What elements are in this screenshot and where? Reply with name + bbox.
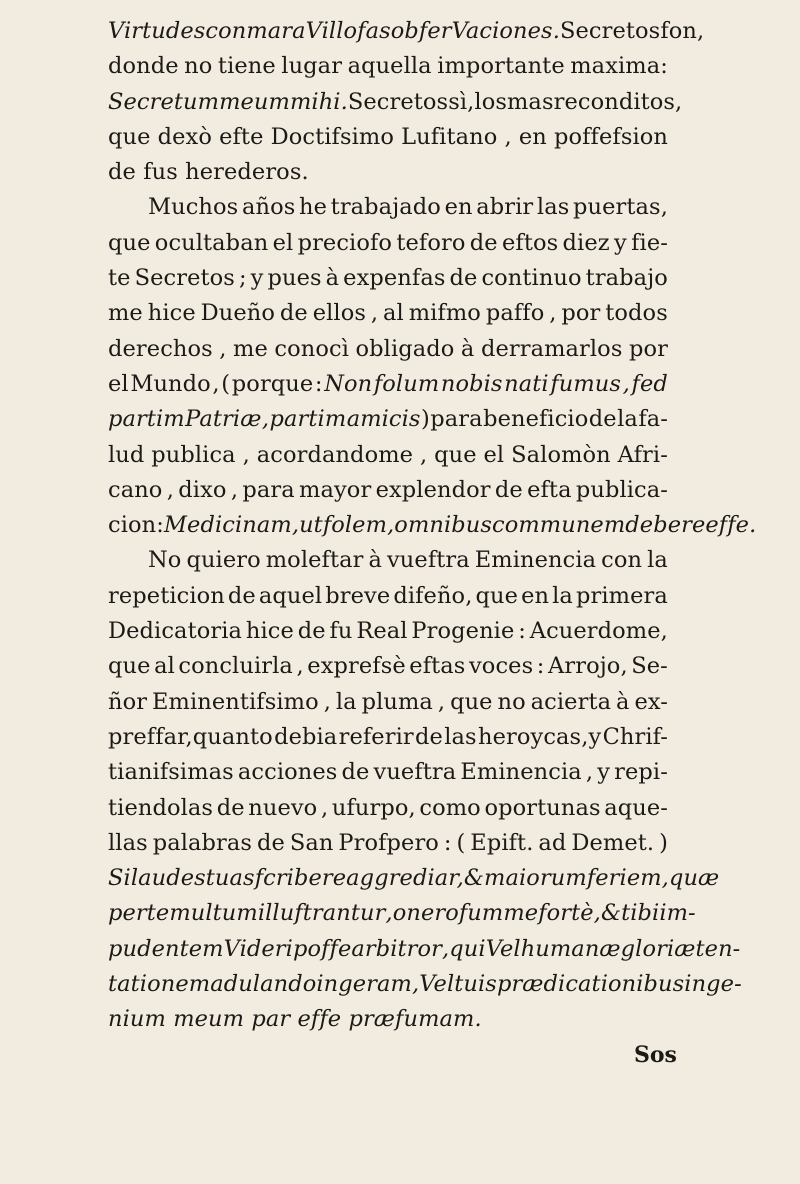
word: al bbox=[154, 653, 175, 680]
word: efta bbox=[527, 476, 572, 503]
word: me bbox=[233, 335, 268, 362]
word: Afri- bbox=[617, 441, 668, 468]
italic-word bbox=[166, 1002, 173, 1037]
word: aque- bbox=[604, 794, 668, 821]
word: Secretos bbox=[134, 265, 235, 292]
word: à bbox=[460, 335, 475, 362]
word: en bbox=[521, 582, 550, 609]
italic-word: maraVillofas bbox=[246, 18, 391, 44]
word: y bbox=[597, 759, 611, 786]
word: continuo bbox=[481, 265, 582, 292]
word: y bbox=[250, 265, 264, 292]
italic-word: omnibus bbox=[394, 512, 493, 539]
italic-word: fortè, bbox=[538, 900, 601, 927]
word: beneficio bbox=[483, 406, 589, 433]
word: acierta bbox=[530, 688, 612, 715]
word: el bbox=[483, 441, 505, 468]
italic-word: debere bbox=[625, 512, 706, 539]
word: à bbox=[325, 265, 340, 292]
italic-word: illuftrantur bbox=[257, 900, 386, 927]
word: vueftra bbox=[387, 547, 470, 574]
text-line bbox=[108, 685, 668, 720]
italic-word: nium bbox=[108, 1006, 166, 1033]
italic-word: ten- bbox=[695, 935, 741, 962]
word: reconditos, bbox=[553, 88, 683, 115]
word: Dedicatoria bbox=[108, 618, 243, 645]
word: de bbox=[227, 582, 256, 609]
word: cano bbox=[108, 476, 163, 503]
word: quiero bbox=[186, 547, 261, 574]
word: difeño, bbox=[393, 582, 473, 609]
italic-word: amicis bbox=[346, 406, 421, 433]
word: abrir bbox=[476, 194, 534, 221]
text-line bbox=[108, 614, 668, 649]
italic-word bbox=[341, 1002, 348, 1037]
word: obligado bbox=[355, 335, 455, 362]
word: , bbox=[242, 441, 250, 468]
word: por bbox=[561, 300, 601, 327]
word: de bbox=[588, 406, 617, 433]
word: Muchos bbox=[148, 194, 239, 221]
italic-word bbox=[244, 1002, 251, 1037]
word: ) bbox=[420, 406, 430, 433]
word: à bbox=[616, 688, 630, 715]
italic-word: folem, bbox=[322, 512, 395, 539]
word: poffefsion bbox=[553, 123, 668, 150]
word: breve bbox=[325, 582, 391, 609]
text-line bbox=[108, 932, 741, 967]
word: mayor bbox=[299, 476, 372, 503]
word: no bbox=[497, 688, 526, 715]
word: tiendolas bbox=[108, 794, 214, 821]
word: , bbox=[370, 300, 379, 327]
word: aquel bbox=[258, 582, 323, 609]
text-line bbox=[108, 720, 668, 755]
word: de bbox=[256, 829, 285, 856]
italic-word: laudes bbox=[130, 865, 206, 892]
word: de bbox=[494, 476, 523, 503]
text-line bbox=[108, 791, 668, 826]
word: lugar bbox=[281, 53, 343, 80]
word: ( bbox=[221, 370, 231, 397]
word: Eminencia bbox=[460, 759, 582, 786]
word: Profpero bbox=[338, 829, 439, 856]
word: de bbox=[469, 229, 498, 256]
word: paffo bbox=[485, 300, 545, 327]
italic-word: effe bbox=[297, 1006, 342, 1033]
italic-word: fcribere bbox=[254, 865, 347, 892]
word: para bbox=[430, 406, 483, 433]
italic-word: prædicationibus bbox=[496, 971, 685, 998]
word: en bbox=[518, 123, 547, 150]
word: eftas bbox=[409, 653, 466, 680]
word: que bbox=[108, 653, 151, 680]
word: Real bbox=[356, 618, 408, 645]
word: : bbox=[314, 370, 323, 397]
italic-word: feriem, bbox=[586, 865, 669, 892]
word: trabajo bbox=[585, 265, 668, 292]
text-line bbox=[108, 649, 668, 684]
word: de bbox=[415, 723, 443, 750]
word: sì bbox=[448, 88, 468, 115]
italic-word: Secretum bbox=[108, 88, 220, 115]
word: pluma bbox=[361, 688, 433, 715]
italic-word: Si bbox=[108, 865, 131, 892]
word: he bbox=[299, 194, 328, 221]
word: cion: bbox=[108, 512, 164, 539]
italic-word: communem bbox=[492, 512, 626, 539]
word: preffar,quanto bbox=[108, 723, 273, 750]
text-line bbox=[108, 579, 668, 614]
word: Secretos bbox=[347, 88, 449, 115]
text-line bbox=[108, 402, 668, 437]
word: San bbox=[289, 829, 334, 856]
word: puertas, bbox=[573, 194, 668, 221]
italic-word: Videri bbox=[223, 935, 293, 962]
italic-word: fed bbox=[631, 370, 668, 397]
italic-word: con bbox=[205, 18, 247, 44]
word: me bbox=[108, 300, 143, 327]
italic-word: præfumam. bbox=[348, 1006, 482, 1033]
italic-word: mihi. bbox=[289, 88, 348, 115]
word: de bbox=[341, 759, 370, 786]
text-line bbox=[108, 14, 705, 49]
word: ; bbox=[238, 265, 247, 292]
word: oportunas bbox=[484, 794, 601, 821]
text-line bbox=[108, 261, 668, 296]
word: importante bbox=[437, 53, 565, 80]
italic-word: maiorum bbox=[484, 865, 587, 892]
word: ufurpo, bbox=[331, 794, 416, 821]
text-line bbox=[108, 367, 668, 402]
italic-word: inge- bbox=[684, 971, 742, 998]
italic-word: obferVaciones. bbox=[390, 18, 560, 44]
word: hice bbox=[147, 300, 196, 327]
text-line bbox=[108, 226, 668, 261]
word: pues bbox=[267, 265, 322, 292]
italic-word: , bbox=[385, 900, 393, 927]
word: como bbox=[419, 794, 481, 821]
word: acciones bbox=[237, 759, 338, 786]
text-line bbox=[108, 508, 757, 543]
italic-word: tuis bbox=[454, 971, 497, 998]
word: Se- bbox=[631, 653, 668, 680]
word: fus bbox=[143, 159, 178, 186]
word: Acuerdome, bbox=[529, 618, 668, 645]
word: ( bbox=[456, 829, 466, 856]
italic-word: Patriæ bbox=[185, 406, 262, 433]
word: Demet. bbox=[571, 829, 655, 856]
text-line bbox=[108, 332, 668, 367]
word: la bbox=[647, 547, 668, 574]
word: herederos. bbox=[185, 159, 309, 186]
word: Doctifsimo bbox=[270, 123, 394, 150]
italic-word: adulando bbox=[210, 971, 317, 998]
word: de bbox=[108, 159, 136, 186]
word: años bbox=[241, 194, 296, 221]
word: preciofo bbox=[297, 229, 393, 256]
word: porque bbox=[231, 370, 314, 397]
italic-word: effe. bbox=[705, 512, 757, 539]
word: para bbox=[242, 476, 295, 503]
word: Arrojo, bbox=[548, 653, 628, 680]
italic-word: me bbox=[503, 900, 539, 927]
word: fu bbox=[329, 618, 353, 645]
text-line bbox=[108, 1002, 668, 1037]
italic-word: Virtudes bbox=[108, 18, 206, 44]
word: en bbox=[444, 194, 473, 221]
italic-word: nati bbox=[504, 370, 549, 397]
word: que bbox=[434, 441, 477, 468]
word: fa- bbox=[638, 406, 668, 433]
word: moleftar bbox=[265, 547, 364, 574]
word bbox=[178, 155, 185, 190]
word: debia bbox=[274, 723, 338, 750]
word: , bbox=[230, 476, 239, 503]
word: , bbox=[504, 123, 512, 150]
word: repeticion bbox=[108, 582, 225, 609]
italic-word: meum bbox=[173, 1006, 245, 1033]
italic-word: Vel bbox=[419, 971, 455, 998]
word: que bbox=[108, 123, 151, 150]
word: exprefsè bbox=[307, 653, 406, 680]
italic-word: tuas bbox=[205, 865, 255, 892]
word: las bbox=[444, 723, 477, 750]
word: , bbox=[323, 688, 331, 715]
word: : bbox=[518, 618, 526, 645]
italic-word: folum bbox=[373, 370, 440, 397]
word: maxima: bbox=[570, 53, 668, 80]
word: que bbox=[475, 582, 519, 609]
italic-word: Vel bbox=[485, 935, 521, 962]
word: dexò bbox=[157, 123, 212, 150]
word: publica bbox=[151, 441, 236, 468]
italic-word: arbitror bbox=[351, 935, 443, 962]
text-line bbox=[108, 190, 668, 225]
word: que bbox=[450, 688, 493, 715]
word: la bbox=[617, 406, 638, 433]
word: tianifsimas bbox=[108, 759, 234, 786]
word: tiene bbox=[217, 53, 276, 80]
word: ocultaban bbox=[154, 229, 269, 256]
text-line bbox=[108, 896, 696, 931]
word: fon, bbox=[660, 18, 705, 44]
word: heroycas,y bbox=[478, 723, 602, 750]
italic-word: tationem bbox=[108, 971, 211, 998]
word: ad bbox=[538, 829, 567, 856]
italic-word bbox=[290, 1002, 297, 1037]
text-line bbox=[108, 755, 668, 790]
word: ) bbox=[659, 829, 668, 856]
italic-word: quæ bbox=[668, 865, 720, 892]
word: , bbox=[437, 688, 446, 715]
word: eftos bbox=[501, 229, 559, 256]
text-line bbox=[108, 861, 720, 896]
word: conocì bbox=[274, 335, 349, 362]
word: , bbox=[212, 370, 220, 397]
word: aquella bbox=[347, 53, 432, 80]
word: no bbox=[184, 53, 213, 80]
text-line bbox=[108, 473, 668, 508]
italic-word: poffe bbox=[292, 935, 352, 962]
word: Progenie bbox=[411, 618, 515, 645]
word: de bbox=[449, 265, 478, 292]
word: ex- bbox=[634, 688, 668, 715]
word: , bbox=[296, 653, 304, 680]
word: al bbox=[383, 300, 404, 327]
word: de bbox=[297, 618, 326, 645]
word: con bbox=[601, 547, 643, 574]
word: por bbox=[628, 335, 668, 362]
word: Dueño bbox=[200, 300, 276, 327]
text-line bbox=[108, 85, 683, 120]
text-line bbox=[108, 296, 668, 331]
italic-word: , bbox=[411, 971, 420, 998]
word: derramarlos bbox=[480, 335, 623, 362]
catchword: Sos bbox=[634, 1042, 677, 1068]
text-line bbox=[108, 438, 668, 473]
page-body-text bbox=[108, 14, 757, 1038]
word: los bbox=[474, 88, 507, 115]
word: expenfas bbox=[343, 265, 446, 292]
word: à bbox=[368, 547, 382, 574]
italic-word: humanæ bbox=[520, 935, 621, 962]
word: derechos bbox=[108, 335, 213, 362]
text-line bbox=[108, 49, 668, 84]
text-line bbox=[108, 967, 742, 1002]
word: ñor bbox=[108, 688, 148, 715]
word: repi- bbox=[614, 759, 668, 786]
word: concluirla bbox=[178, 653, 293, 680]
word: , bbox=[219, 335, 227, 362]
word: primera bbox=[576, 582, 668, 609]
word: ellos bbox=[312, 300, 366, 327]
italic-word: partim bbox=[269, 406, 347, 433]
text-line bbox=[108, 826, 668, 861]
word: diez bbox=[562, 229, 610, 256]
word: palabras bbox=[152, 829, 253, 856]
word: No bbox=[148, 547, 182, 574]
italic-word: & bbox=[600, 900, 622, 927]
word: Epift. bbox=[470, 829, 534, 856]
italic-word: partim bbox=[108, 406, 185, 433]
word: , bbox=[585, 759, 594, 786]
word: Salomòn bbox=[511, 441, 611, 468]
word: nuevo bbox=[248, 794, 318, 821]
word: trabajado bbox=[330, 194, 441, 221]
italic-word: par bbox=[251, 1006, 291, 1033]
text-line bbox=[108, 155, 668, 190]
word: de bbox=[216, 794, 245, 821]
italic-word: nobis bbox=[440, 370, 503, 397]
italic-word: , bbox=[442, 935, 450, 962]
word: fie- bbox=[631, 229, 668, 256]
text-line bbox=[108, 543, 668, 578]
word: de bbox=[279, 300, 308, 327]
word: te bbox=[108, 265, 131, 292]
word: las bbox=[536, 194, 570, 221]
word: , bbox=[166, 476, 174, 503]
word: , bbox=[419, 441, 428, 468]
italic-word: tibi bbox=[621, 900, 660, 927]
word: Eminencia bbox=[474, 547, 597, 574]
word: Chrif- bbox=[602, 723, 668, 750]
italic-word: Medicinam,ut bbox=[163, 512, 323, 539]
word: la bbox=[552, 582, 573, 609]
word: efte bbox=[219, 123, 264, 150]
italic-word: aggrediar,& bbox=[346, 865, 485, 892]
word: , bbox=[549, 300, 557, 327]
word bbox=[136, 155, 143, 190]
word: , bbox=[320, 794, 329, 821]
italic-word: pudentem bbox=[108, 935, 224, 962]
word: Eminentifsimo bbox=[152, 688, 319, 715]
italic-word: multum bbox=[169, 900, 258, 927]
italic-word: qui bbox=[449, 935, 486, 962]
italic-word: perte bbox=[108, 900, 170, 927]
word: dixo bbox=[178, 476, 227, 503]
word: , bbox=[467, 88, 475, 115]
word: referir bbox=[338, 723, 414, 750]
word: : bbox=[443, 829, 452, 856]
word: : bbox=[536, 653, 545, 680]
word: Lufitano bbox=[401, 123, 498, 150]
word: mas bbox=[507, 88, 554, 115]
word: la bbox=[335, 688, 357, 715]
word: vueftra bbox=[373, 759, 457, 786]
word: hice bbox=[245, 618, 294, 645]
word: que bbox=[108, 229, 151, 256]
italic-word: ingeram bbox=[316, 971, 412, 998]
word: Mundo bbox=[130, 370, 211, 397]
word: Secretos bbox=[559, 18, 661, 44]
word: acordandome bbox=[256, 441, 414, 468]
word: todos bbox=[605, 300, 668, 327]
italic-word: , bbox=[261, 406, 270, 433]
word: lud bbox=[108, 441, 145, 468]
word: el bbox=[272, 229, 294, 256]
italic-word: fumus bbox=[550, 370, 622, 397]
word: y bbox=[614, 229, 627, 256]
word: llas bbox=[108, 829, 148, 856]
italic-word: im- bbox=[659, 900, 696, 927]
word: voces bbox=[469, 653, 534, 680]
word: mifmo bbox=[408, 300, 481, 327]
italic-word: onerofum bbox=[392, 900, 504, 927]
italic-word: gloriæ bbox=[620, 935, 696, 962]
text-line bbox=[108, 120, 668, 155]
word: explendor bbox=[375, 476, 491, 503]
italic-word: meum bbox=[219, 88, 290, 115]
word: donde bbox=[108, 53, 179, 80]
word: el bbox=[108, 370, 129, 397]
word: publica- bbox=[575, 476, 668, 503]
italic-word: , bbox=[622, 370, 630, 397]
italic-word: Non bbox=[324, 370, 373, 397]
word: teforo bbox=[396, 229, 466, 256]
